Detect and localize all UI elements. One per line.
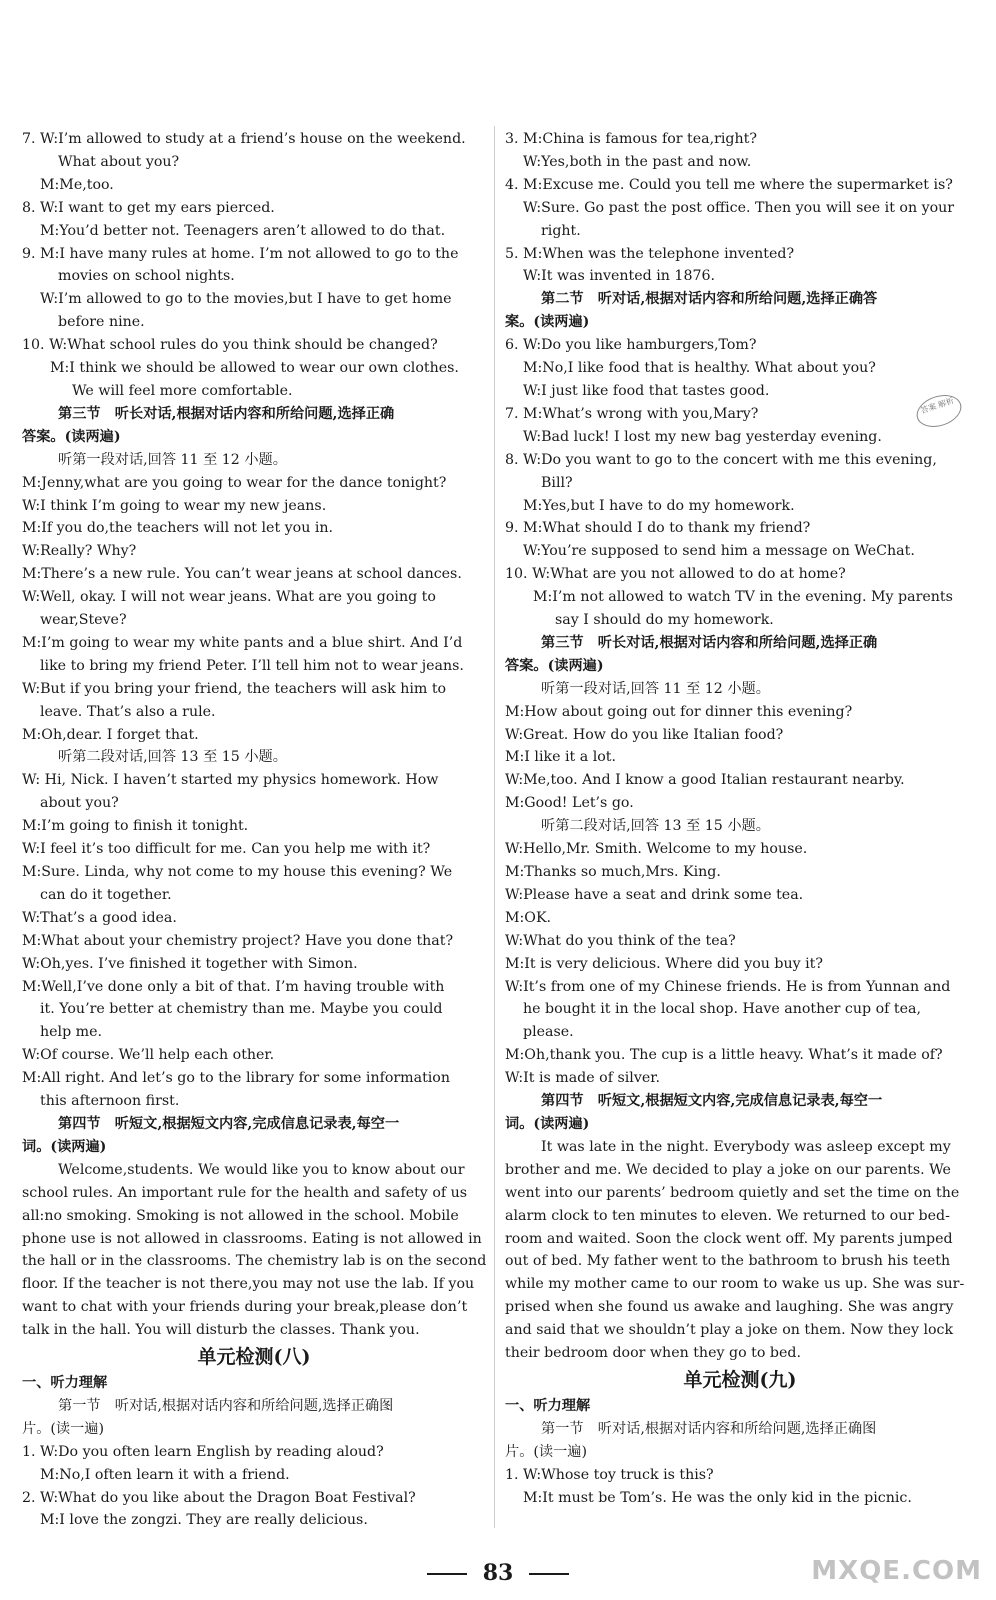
text-line: M:Sure. Linda, why not come to my house this evening? We	[22, 864, 453, 880]
text-line: M:There’s a new rule. You can’t wear jeans at school dances.	[22, 566, 462, 583]
text-line: W:I feel it’s too difficult for me. Can you help me with it?	[22, 841, 431, 858]
text-line: M:Jenny,what are you going to wear for the dance tonight?	[22, 474, 447, 491]
text-line: 1. W:Do you often learn English by reading aloud?	[22, 1443, 384, 1460]
text-line: 10. W:What are you not allowed to do at home?	[505, 566, 846, 583]
text-line: W:That’s a good idea.	[22, 909, 177, 926]
text-line: W:What do you think of the tea?	[505, 932, 736, 949]
section-heading: 一、听力理解	[505, 1397, 591, 1414]
text-line: W:Of course. We’ll help each other.	[22, 1047, 275, 1064]
text-line: and said that we shouldn’t play a joke on them. Now they lock	[505, 1322, 954, 1339]
section-heading: 词。(读两遍)	[505, 1115, 590, 1132]
section-heading: 第四节 听短文,根据短文内容,完成信息记录表,每空一	[58, 1115, 400, 1132]
text-line: W:Hello,Mr. Smith. Welcome to my house.	[505, 841, 808, 858]
text-line: like to bring my friend Peter. I’ll tell him not to wear jeans.	[40, 657, 464, 674]
text-line: W: Hi, Nick. I haven’t started my physics homework. How	[22, 772, 439, 789]
text-line: 听第一段对话,回答 11 至 12 小题。	[58, 451, 287, 468]
text-line: all:no smoking. Smoking is not allowed in the school. Mobile	[22, 1207, 459, 1224]
text-line: 2. W:What do you like about the Dragon Boat Festival?	[22, 1489, 416, 1506]
text-line: the hall or in the classrooms. The chemistry lab is on the second	[22, 1253, 486, 1270]
text-line: M:Yes,but I have to do my homework.	[523, 497, 795, 514]
text-line: 7. M:What’s wrong with you,Mary?	[505, 405, 759, 422]
text-line: room and waited. Soon the clock went off. My parents jumped	[505, 1230, 953, 1247]
page-number: 83	[482, 1560, 514, 1586]
text-line: 第一节 听对话,根据对话内容和所给问题,选择正确图	[541, 1420, 877, 1437]
unit-title: 单元检测(八)	[197, 1346, 311, 1369]
text-line: W:It was invented in 1876.	[523, 268, 716, 285]
site-watermark: MXQE.COM	[811, 1556, 982, 1586]
text-line: W:Really? Why?	[22, 543, 137, 560]
text-line: We will feel more comfortable.	[72, 382, 293, 399]
text-line: 10. W:What school rules do you think should be changed?	[22, 337, 438, 354]
text-line: floor. If the teacher is not there,you may not use the lab. If you	[22, 1276, 475, 1293]
section-heading: 第二节 听对话,根据对话内容和所给问题,选择正确答	[541, 291, 878, 308]
text-line: W:I think I’m going to wear my new jeans.	[22, 497, 327, 514]
text-line: What about you?	[58, 153, 180, 170]
text-line: prised when she found us awake and laughing. She was angry	[505, 1299, 954, 1316]
text-line: about you?	[40, 795, 119, 812]
text-line: talk in the hall. You will disturb the classes. Thank you.	[22, 1322, 420, 1339]
text-line: M:If you do,the teachers will not let you in.	[22, 520, 334, 537]
text-line: It was late in the night. Everybody was asleep except my	[541, 1138, 951, 1155]
text-line: before nine.	[58, 314, 145, 331]
text-line: W:Bad luck! I lost my new bag yesterday evening.	[523, 428, 882, 445]
text-line: W:Well, okay. I will not wear jeans. What are you going to	[22, 589, 436, 606]
right-column	[505, 128, 975, 1509]
text-line: M:Well,I’ve done only a bit of that. I’m having trouble with	[22, 978, 445, 995]
text-line: went into our parents’ bedroom quietly and set the time on the	[505, 1184, 960, 1201]
text-line: 1. W:Whose toy truck is this?	[505, 1466, 714, 1483]
text-line: 听第二段对话,回答 13 至 15 小题。	[541, 818, 770, 835]
text-line: 9. M:I have many rules at home. I’m not allowed to go to the	[22, 245, 459, 262]
text-line: 8. W:I want to get my ears pierced.	[22, 199, 275, 216]
text-line: 8. W:Do you want to go to the concert with me this evening,	[505, 451, 937, 468]
text-line: can do it together.	[40, 886, 172, 903]
column-divider	[494, 126, 495, 1528]
text-line: M:How about going out for dinner this evening?	[505, 703, 853, 720]
text-line: phone use is not allowed in classrooms. Eating is not allowed in	[22, 1230, 482, 1247]
text-line: M:You’d better not. Teenagers aren’t allowed to do that.	[40, 222, 446, 239]
section-heading: 第三节 听长对话,根据对话内容和所给问题,选择正确	[541, 634, 878, 651]
text-line: W:It’s from one of my Chinese friends. He is from Yunnan and	[505, 978, 951, 995]
text-line: W:I’m allowed to go to the movies,but I have to get home	[40, 291, 452, 308]
text-line: their bedroom door when they go to bed.	[505, 1345, 801, 1362]
left-column	[22, 128, 486, 1532]
text-line: 片。(读一遍)	[505, 1443, 588, 1460]
text-line: wear,Steve?	[40, 612, 127, 629]
section-heading: 一、听力理解	[22, 1375, 108, 1392]
text-line: W:But if you bring your friend, the teachers will ask him to	[22, 680, 447, 697]
text-line: he bought it in the local shop. Have another cup of tea,	[523, 1001, 921, 1018]
text-line: M:I’m going to wear my white pants and a blue shirt. And I’d	[22, 634, 463, 651]
text-line: M:Me,too.	[40, 176, 114, 193]
text-line: it. You’re better at chemistry than me. Maybe you could	[40, 1001, 443, 1018]
text-line: W:Me,too. And I know a good Italian restaurant nearby.	[505, 772, 905, 789]
section-heading: 答案。(读两遍)	[505, 657, 604, 674]
unit-title: 单元检测(九)	[683, 1368, 797, 1391]
text-line: M:No,I often learn it with a friend.	[40, 1466, 290, 1483]
text-line: this afternoon first.	[40, 1093, 180, 1110]
text-line: Bill?	[541, 474, 573, 491]
text-line: M:No,I like food that is healthy. What about you?	[523, 360, 876, 377]
text-line: 听第一段对话,回答 11 至 12 小题。	[541, 680, 770, 697]
footer-dash-right	[529, 1573, 569, 1575]
text-line: 7. W:I’m allowed to study at a friend’s house on the weekend.	[22, 131, 466, 147]
text-line: M:Good! Let’s go.	[505, 795, 634, 812]
text-line: while my mother came to our room to wake us up. She was sur-	[505, 1276, 965, 1293]
text-line: W:Sure. Go past the post office. Then you will see it on your	[523, 199, 955, 216]
text-line: W:It is made of silver.	[505, 1070, 660, 1087]
text-line: help me.	[40, 1024, 103, 1041]
text-line: M:I’m not allowed to watch TV in the evening. My parents	[533, 589, 953, 606]
text-line: leave. That’s also a rule.	[40, 703, 216, 720]
text-line: 第一节 听对话,根据对话内容和所给问题,选择正确图	[58, 1397, 394, 1414]
section-heading: 第三节 听长对话,根据对话内容和所给问题,选择正确	[58, 405, 395, 422]
text-line: M:OK.	[505, 909, 552, 926]
text-line: right.	[541, 222, 581, 239]
text-line: 6. W:Do you like hamburgers,Tom?	[505, 337, 757, 354]
text-line: please.	[523, 1024, 574, 1041]
text-line: M:I’m going to finish it tonight.	[22, 818, 249, 835]
text-line: Welcome,students. We would like you to know about our	[58, 1161, 465, 1178]
text-line: 5. M:When was the telephone invented?	[505, 245, 795, 262]
text-line: school rules. An important rule for the health and safety of us	[22, 1184, 468, 1201]
text-line: W:Great. How do you like Italian food?	[505, 726, 784, 743]
text-line: 听第二段对话,回答 13 至 15 小题。	[58, 749, 287, 766]
text-line: 9. M:What should I do to thank my friend?	[505, 520, 811, 537]
text-line: alarm clock to ten minutes to eleven. We returned to our bed-	[505, 1207, 950, 1224]
section-heading: 第四节 听短文,根据短文内容,完成信息记录表,每空一	[541, 1093, 883, 1110]
text-line: W:Oh,yes. I’ve finished it together with Simon.	[22, 955, 358, 972]
text-line: M:Thanks so much,Mrs. King.	[505, 864, 721, 880]
text-line: want to chat with your friends during your break,please don’t	[22, 1299, 468, 1316]
section-heading: 案。(读两遍)	[505, 314, 590, 331]
text-line: out of bed. My father went to the bathroom to brush his teeth	[505, 1253, 951, 1270]
text-line: W:I just like food that tastes good.	[523, 382, 770, 399]
text-line: movies on school nights.	[58, 268, 235, 285]
text-line: M:It must be Tom’s. He was the only kid in the picnic.	[523, 1489, 912, 1506]
text-line: M:All right. And let’s go to the library for some information	[22, 1070, 450, 1087]
text-line: W:Please have a seat and drink some tea.	[505, 886, 804, 903]
text-line: 4. M:Excuse me. Could you tell me where the supermarket is?	[505, 176, 953, 193]
footer-dash-left	[427, 1573, 467, 1575]
text-line: M:What about your chemistry project? Have you done that?	[22, 932, 454, 949]
text-line: say I should do my homework.	[555, 612, 774, 629]
text-line: M:I think we should be allowed to wear our own clothes.	[50, 360, 459, 377]
text-line: M:I like it a lot.	[505, 749, 617, 766]
text-line: M:It is very delicious. Where did you buy it?	[505, 955, 823, 972]
text-line: W:You’re supposed to send him a message on WeChat.	[523, 543, 915, 560]
text-line: 片。(读一遍)	[22, 1420, 105, 1437]
text-line: M:Oh,dear. I forget that.	[22, 726, 199, 743]
text-line: M:Oh,thank you. The cup is a little heavy. What’s it made of?	[505, 1047, 943, 1064]
text-line: 3. M:China is famous for tea,right?	[505, 131, 757, 147]
text-line: M:I love the zongzi. They are really delicious.	[40, 1512, 368, 1529]
section-heading: 词。(读两遍)	[22, 1138, 107, 1155]
stamp-text: 答案 解析	[919, 396, 956, 416]
text-line: W:Yes,both in the past and now.	[523, 153, 752, 170]
section-heading: 答案。(读两遍)	[22, 428, 121, 445]
text-line: brother and me. We decided to play a joke on our parents. We	[505, 1161, 951, 1178]
